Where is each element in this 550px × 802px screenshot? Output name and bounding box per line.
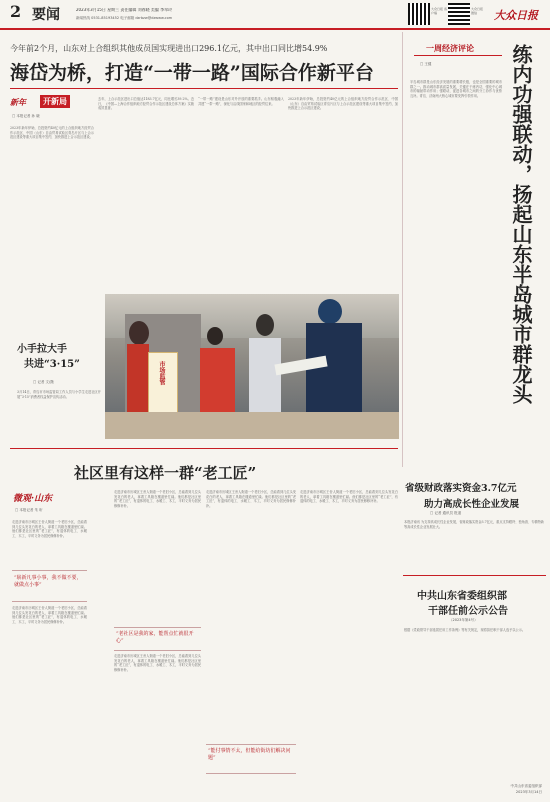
- feature-body-5: 走进济南市历城区王舍人街道一个老旧小区，总能看到几位头发花白的老人，拿着工具箱在楼道里忙碌。他们都是社区里的“老工匠”，有退休的电工、水暖工、木工，平时义务为居民修修补补。: [206, 490, 296, 508]
- lead-byline: □ 本报记者 孙 晓: [12, 114, 40, 118]
- quote-box-1: [12, 570, 87, 602]
- kicker-main: 开新局: [40, 95, 70, 108]
- photo-story-kicker: 小手拉大手: [17, 344, 67, 355]
- page-number: 2: [10, 2, 22, 21]
- section-name: 要闻: [32, 7, 60, 23]
- quote-3: “能付事情不太，但能给街坊们解决问题”: [208, 748, 291, 761]
- quote-1: “崭新凡事小事，我不做不要，就做点小事”: [14, 575, 82, 588]
- weekly-headline: 练内功强联动，扬起山东半岛城市群龙头: [509, 44, 533, 404]
- date-info: 2023年3月15日 星期三 责任编辑 刘春晓 美编 李翠玲: [76, 8, 173, 12]
- photo-caption: 3月14日，青岛市市场监管局工作人员与小学生走进社区开展“3·15”消费者权益保护宣传活动。: [17, 390, 101, 399]
- notice-footer-1: 中共山东省委组织部: [510, 784, 542, 788]
- notice-sub: （2023年第4号）: [449, 618, 478, 622]
- quote-2: “老社区是我的家，能帮点忙就很开心”: [116, 631, 194, 644]
- feature-byline: □ 本报记者 朱 珩: [15, 508, 43, 512]
- lead-body-4: 2023年新年伊始，总投资约40亿元的上合组织地方经贸合作示范区、中国（山东）自由贸易试验区青岛片区与上合示范区建设等重大项目集中签约，加快推进上合示范区建设。: [288, 97, 398, 110]
- fund-byline: □ 记者 通讯员 报道: [430, 511, 462, 515]
- notice-footer-2: 2023年3月14日: [515, 790, 542, 794]
- lead-body-1: 2023年新年伊始，总投资约40亿元的上合组织地方经贸合作示范区、中国（山东）自由贸易试验区青岛片区与上合示范区建设等重大项目集中签约，加快推进上合示范区建设。: [10, 126, 94, 139]
- notice-body: 根据《党政领导干部选拔任用工作条例》等有关规定，现将拟任职干部人选予以公示。: [404, 628, 526, 632]
- kicker-prefix: 新年: [10, 97, 26, 107]
- weekly-body: 半岛城市群是山东经济发展的重要增长极，也是全国重要的城市群之一。推动城市群高质量发展，关键在于练内功，强化中心城市的辐射带动作用；强联动，促进各城市之间的分工协作与优势互补。青岛、济南两大核心城市要发挥引领作用。: [410, 80, 502, 98]
- fund-headline-1: 省级财政落实资金3.7亿元: [405, 483, 517, 494]
- qr-code-2: [448, 3, 470, 25]
- weekly-column-title: 一周经济评论: [426, 43, 474, 53]
- photo-story-byline: □ 记者 文/摄: [33, 380, 54, 384]
- feature-body-2: 走进济南市历城区王舍人街道一个老旧小区，总能看到几位头发花白的老人，拿着工具箱在楼道里忙碌。他们都是社区里的“老工匠”，有退休的电工、水暖工、木工，平时义务为居民修修补补。: [12, 606, 87, 624]
- feature-body-1: 走进济南市历城区王舍人街道一个老旧小区，总能看到几位头发花白的老人，拿着工具箱在楼道里忙碌。他们都是社区里的“老工匠”，有退休的电工、水暖工、木工，平时义务为居民修修补补。: [12, 520, 87, 538]
- feature-body-4: 走进济南市历城区王舍人街道一个老旧小区，总能看到几位头发花白的老人，拿着工具箱在楼道里忙碌。他们都是社区里的“老工匠”，有退休的电工、水暖工、木工，平时义务为居民修修补补。: [114, 654, 201, 672]
- header-bar: [0, 0, 550, 28]
- lead-subhead: 今年前2个月，山东对上合组织其他成员国实现进出口296.1亿元，其中出口同比增54.9%: [10, 44, 328, 53]
- news-photo: [105, 294, 399, 439]
- weekly-byline: □ 王健: [420, 62, 432, 66]
- sign-text: 市场监管: [158, 361, 165, 385]
- qr-label-2: 大众日报 微信: [471, 7, 484, 15]
- lead-body-3: “一带一路”建设是山东对外开放的重要抓手。山东积极融入共建“一带一路”，深化与沿线国家和地区的经贸往来。: [198, 97, 284, 106]
- notice-headline-1: 中共山东省委组织部: [417, 591, 507, 602]
- qr-label-1: 大众日报 客户端: [431, 7, 447, 15]
- fund-body: 本报济南讯 为支持高成长性企业发展，省财政落实资金3.7亿元，重点支持瞪羚、独角兽、专精特新等高成长性企业发展壮大。: [404, 520, 544, 529]
- fund-headline-2: 助力高成长性企业发展: [424, 499, 520, 510]
- feature-body-3: 走进济南市历城区王舍人街道一个老旧小区，总能看到几位头发花白的老人，拿着工具箱在楼道里忙碌。他们都是社区里的“老工匠”，有退休的电工、水暖工、木工，平时义务为居民修修补补。: [114, 490, 201, 508]
- headline-rule: [10, 88, 398, 89]
- header-rule: [0, 28, 550, 30]
- qr-code-1: [408, 3, 430, 25]
- photo-bottom-rule: [10, 448, 398, 449]
- lead-body-2: 去年，上合示范区进出口总值达1183.7亿元，同比增长39.2%。近日，《中国—上海合作组织地方经贸合作示范区建设总体方案》实施成效显著。: [98, 97, 194, 110]
- photo-story-title: 共进“3·15”: [24, 359, 80, 370]
- hotline: 新闻热线 0531-85193452 电子邮箱 dzrbzw@dzwww.com: [76, 16, 173, 20]
- feature-body-6: 走进济南市历城区王舍人街道一个老旧小区，总能看到几位头发花白的老人，拿着工具箱在楼道里忙碌。他们都是社区里的“老工匠”，有退休的电工、水暖工、木工，平时义务为居民修修补补。: [300, 490, 398, 503]
- notice-headline-2: 干部任前公示公告: [428, 606, 508, 617]
- masthead-logo: 大众日报: [494, 9, 538, 22]
- quote-box-2: [114, 627, 201, 651]
- weekly-rule: [414, 55, 502, 56]
- feature-headline: 社区里有这样一群“老工匠”: [74, 464, 257, 482]
- feature-tag: 微观·山东: [13, 494, 53, 504]
- notice-top-rule: [403, 575, 546, 576]
- lead-headline: 海岱为桥，打造“一带一路”国际合作新平台: [10, 62, 374, 84]
- quote-box-3: [206, 744, 296, 774]
